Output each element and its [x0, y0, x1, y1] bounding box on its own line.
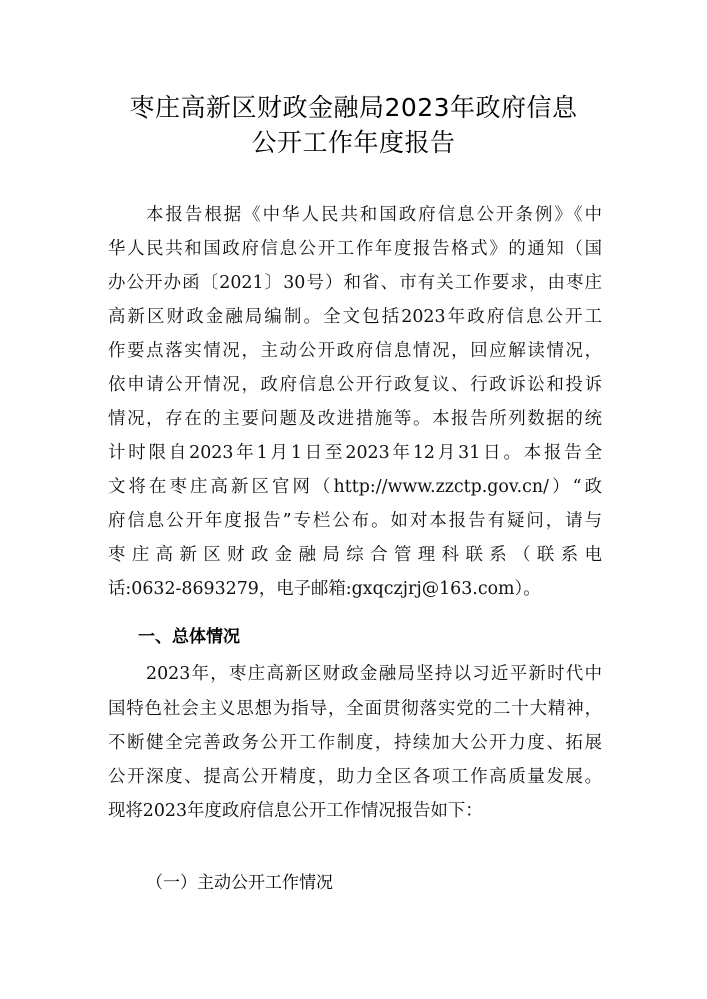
subsection-heading-active-disclosure: （一）主动公开工作情况 — [146, 873, 333, 893]
intro-paragraph-line: 府信息公开年度报告”专栏公布。如对本报告有疑问，请与 — [108, 511, 602, 531]
overview-paragraph-line: 不断健全完善政务公开工作制度，持续加大公开力度、拓展 — [108, 733, 602, 753]
intro-paragraph-line: 文将在枣庄高新区官网（http://www.zzctp.gov.cn/）“政 — [108, 477, 602, 497]
intro-paragraph-line: 高新区财政金融局编制。全文包括2023年政府信息公开工 — [108, 307, 602, 327]
document-title-line-2: 公开工作年度报告 — [251, 128, 456, 157]
section-heading-overview: 一、总体情况 — [138, 627, 240, 647]
intro-paragraph-line: 情况，存在的主要问题及改进措施等。本报告所列数据的统 — [108, 409, 602, 429]
intro-paragraph-line: 话:0632-8693279，电子邮箱:gxqczjrj@163.com）。 — [108, 579, 541, 599]
overview-paragraph-line: 公开深度、提高公开精度，助力全区各项工作高质量发展。 — [108, 767, 602, 787]
intro-paragraph-line: 本报告根据《中华人民共和国政府信息公开条例》《中 — [146, 205, 602, 225]
intro-paragraph-line: 办公开办函〔2021〕30号）和省、市有关工作要求，由枣庄 — [108, 273, 602, 293]
intro-paragraph-line: 依申请公开情况，政府信息公开行政复议、行政诉讼和投诉 — [108, 375, 602, 395]
intro-paragraph-line: 作要点落实情况，主动公开政府信息情况，回应解读情况， — [108, 341, 602, 361]
document-title-line-1: 枣庄高新区财政金融局2023年政府信息 — [129, 93, 578, 122]
overview-paragraph-line: 2023年，枣庄高新区财政金融局坚持以习近平新时代中 — [146, 664, 602, 684]
intro-paragraph-line: 枣庄高新区财政金融局综合管理科联系（联系电 — [108, 545, 602, 565]
overview-paragraph-line: 国特色社会主义思想为指导，全面贯彻落实党的二十大精神， — [108, 699, 602, 719]
intro-paragraph-line: 华人民共和国政府信息公开工作年度报告格式》的通知（国 — [108, 239, 602, 259]
intro-paragraph-line: 计时限自2023年1月1日至2023年12月31日。本报告全 — [108, 443, 602, 463]
overview-paragraph-line: 现将2023年度政府信息公开工作情况报告如下： — [108, 801, 483, 821]
